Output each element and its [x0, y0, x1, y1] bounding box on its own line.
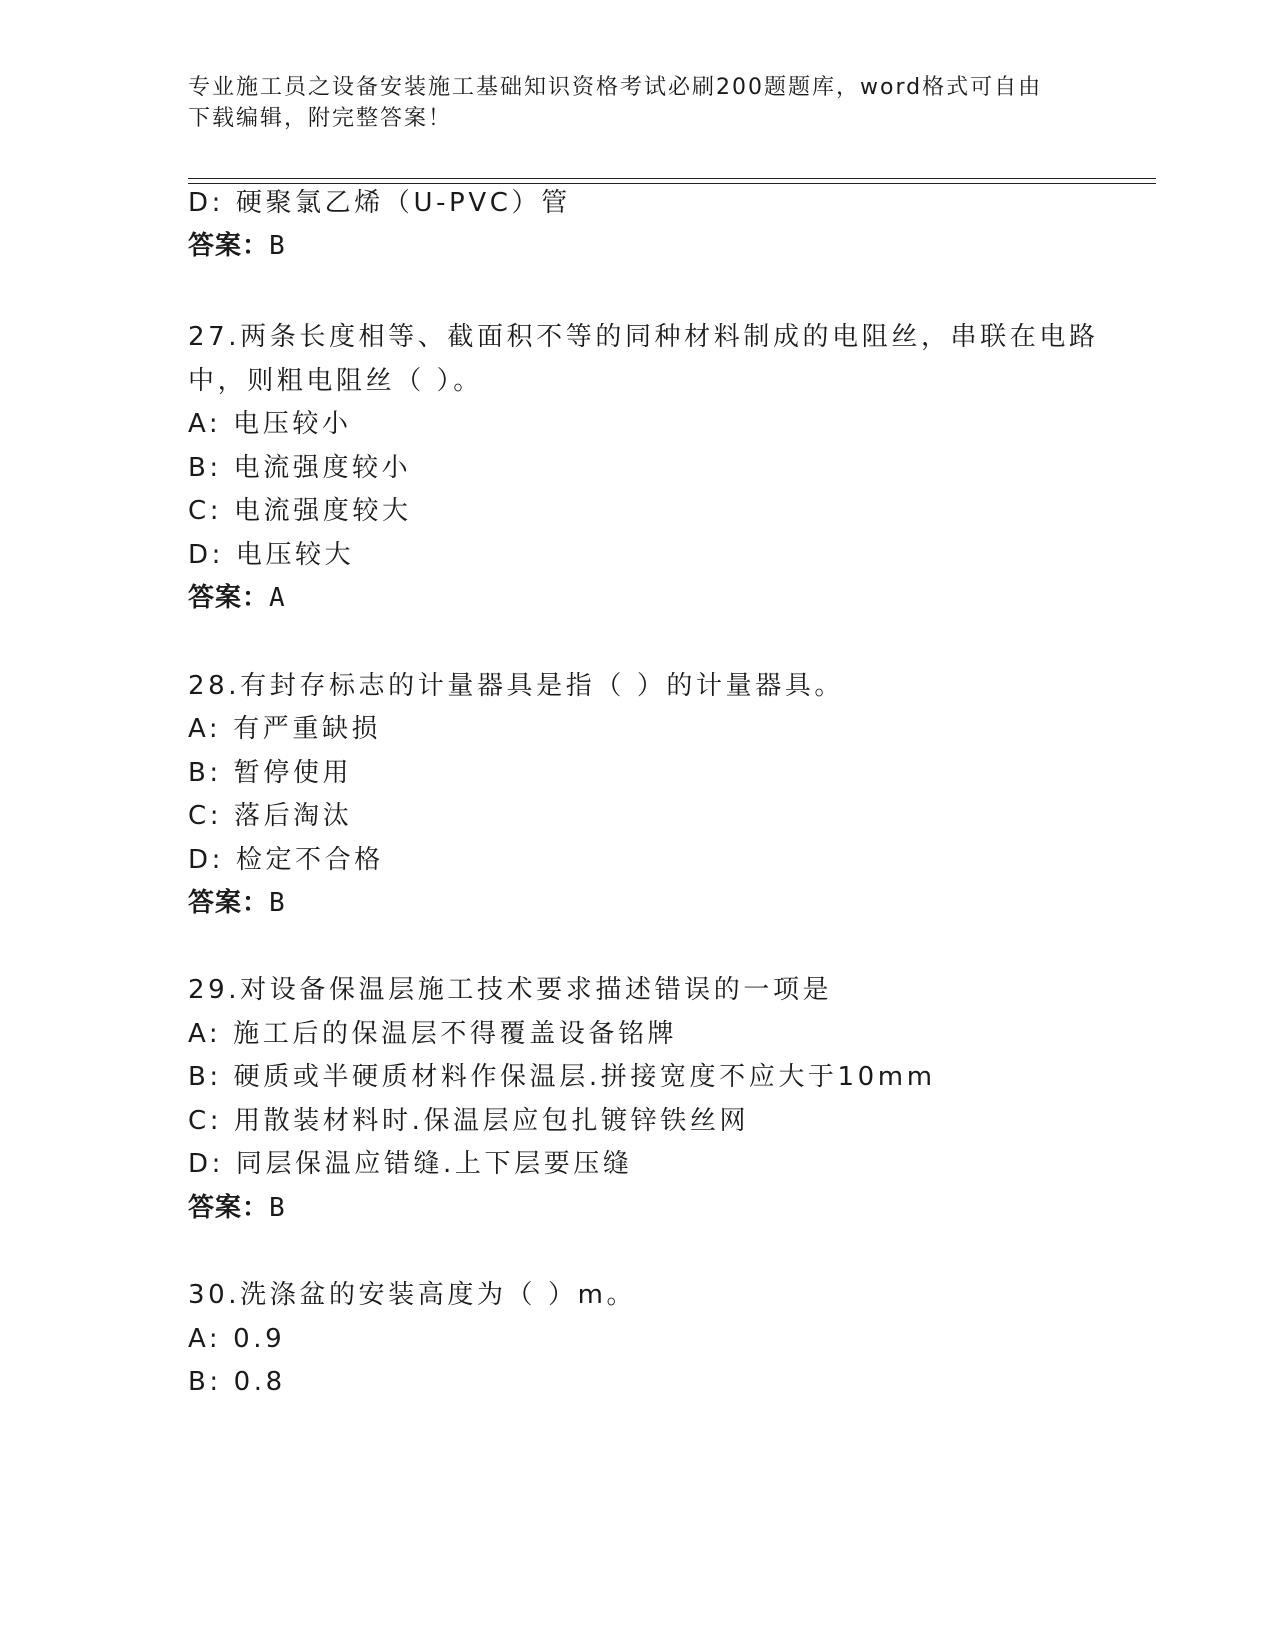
q28-answer — [188, 886, 286, 920]
q27-option-c: C: 电流强度较大 — [188, 496, 412, 526]
q29-option-d: D: 同层保温应错缝.上下层要压缝 — [188, 1149, 633, 1179]
q27-stem-line-1: 27.两条长度相等、截面积不等的同种材料制成的电阻丝，串联在电路 — [188, 322, 1099, 352]
q28-option-b: B: 暂停使用 — [188, 758, 353, 788]
q27-option-a: A: 电压较小 — [188, 409, 352, 439]
q28-answer-label: 答案： — [188, 888, 270, 918]
q28-answer-value: B — [269, 888, 286, 918]
q30-option-a: A: 0.9 — [188, 1324, 286, 1354]
q29-stem: 29.对设备保温层施工技术要求描述错误的一项是 — [188, 975, 833, 1005]
q28-stem: 28.有封存标志的计量器具是指（ ）的计量器具。 — [188, 671, 845, 701]
document-header — [188, 72, 1088, 134]
q28-option-d: D: 检定不合格 — [188, 845, 384, 875]
q29-answer-label: 答案： — [188, 1193, 270, 1223]
q26-answer — [188, 229, 286, 263]
header-divider-top — [188, 178, 1156, 179]
q28-option-c: C: 落后淘汰 — [188, 801, 353, 831]
q27-stem-line-2: 中，则粗电阻丝（ ）。 — [188, 366, 483, 396]
q26-option-d: D: 硬聚氯乙烯（U-PVC）管 — [188, 188, 571, 218]
header-divider-bottom — [188, 183, 1156, 184]
q27-option-d: D: 电压较大 — [188, 540, 355, 570]
q27-answer-label: 答案： — [188, 583, 270, 613]
header-line-1: 专业施工员之设备安装施工基础知识资格考试必刷200题题库，word格式可自由 — [188, 75, 1043, 100]
q26-answer-value: B — [269, 231, 286, 261]
q26-answer-label: 答案： — [188, 231, 270, 261]
q29-answer — [188, 1191, 286, 1225]
q30-stem: 30.洗涤盆的安装高度为（ ）m。 — [188, 1280, 637, 1310]
q29-option-c: C: 用散装材料时.保温层应包扎镀锌铁丝网 — [188, 1106, 750, 1136]
q28-option-a: A: 有严重缺损 — [188, 714, 382, 744]
q29-option-a: A: 施工后的保温层不得覆盖设备铭牌 — [188, 1019, 678, 1049]
header-line-2: 下载编辑，附完整答案！ — [188, 106, 453, 131]
q29-option-b: B: 硬质或半硬质材料作保温层.拼接宽度不应大于10mm — [188, 1062, 936, 1092]
q27-option-b: B: 电流强度较小 — [188, 453, 412, 483]
q27-answer-value: A — [269, 583, 286, 613]
q29-answer-value: B — [269, 1193, 286, 1223]
q30-option-b: B: 0.8 — [188, 1367, 286, 1397]
q27-answer — [188, 581, 286, 615]
